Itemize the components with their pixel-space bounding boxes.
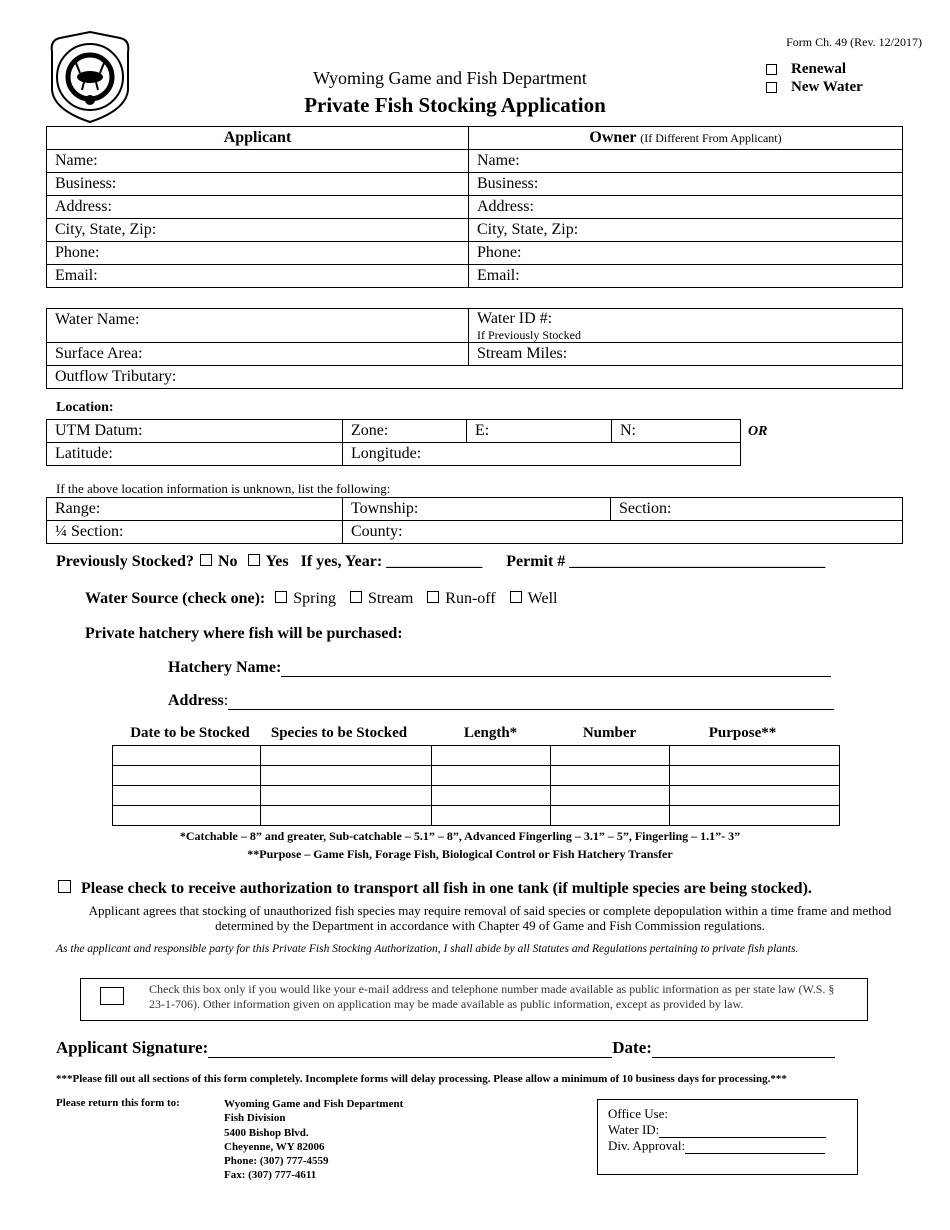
- table-cell[interactable]: [551, 746, 670, 766]
- owner-business-field[interactable]: Business:: [469, 173, 903, 196]
- fill-out-notice: ***Please fill out all sections of this form completely. Incomplete forms will delay processing. Please allow a minimum of 10 business days for processing.***: [56, 1073, 787, 1085]
- water-source-label: Water Source (check one):: [85, 590, 266, 607]
- office-use-title: Office Use:: [608, 1106, 669, 1121]
- owner-email-field[interactable]: Email:: [469, 265, 903, 288]
- unknown-location-note: If the above location information is unknown, list the following:: [56, 481, 391, 496]
- runoff-checkbox[interactable]: [427, 591, 439, 603]
- table-cell[interactable]: [261, 746, 432, 766]
- stream-checkbox[interactable]: [350, 591, 362, 603]
- quarter-section-field[interactable]: ¼ Section:: [47, 521, 343, 544]
- table-row: [113, 746, 840, 766]
- year-field[interactable]: If yes, Year: ____________: [300, 553, 483, 570]
- department-name: Wyoming Game and Fish Department: [313, 68, 587, 88]
- latitude-field[interactable]: Latitude:: [47, 443, 343, 466]
- no-checkbox[interactable]: [200, 554, 212, 566]
- agreement-text: Applicant agrees that stocking of unauthorized fish species may require removal of said species or complete depopulation within a time frame and method determined by the Department in accordance with Chapter 49 of Game and Fish Commission regulations.: [88, 903, 892, 933]
- utm-datum-field[interactable]: UTM Datum:: [47, 420, 343, 443]
- permit-field[interactable]: Permit # ________________________________: [506, 553, 826, 570]
- table-cell[interactable]: [551, 786, 670, 806]
- signature-field[interactable]: [208, 1039, 612, 1058]
- table-cell[interactable]: [670, 786, 840, 806]
- office-div-approval-field[interactable]: [685, 1139, 825, 1154]
- table-row: [113, 806, 840, 826]
- return-label: Please return this form to:: [56, 1097, 180, 1109]
- table-cell[interactable]: [432, 746, 551, 766]
- county-field[interactable]: County:: [343, 521, 903, 544]
- public-info-text: Check this box only if you would like your e-mail address and telephone number made available as public information as per state law (W.S. § 23-1-706). Other information given on application may be made available as public information, except as provided by law.: [149, 982, 835, 1011]
- table-row: [113, 786, 840, 806]
- applicant-phone-field[interactable]: Phone:: [47, 242, 469, 265]
- applicant-header: Applicant: [47, 127, 469, 150]
- office-div-approval-row: Div. Approval:: [608, 1138, 825, 1154]
- stocking-table: [112, 745, 840, 826]
- table-cell[interactable]: [432, 766, 551, 786]
- water-source-row: Water Source (check one): Spring Stream Run-off Well: [85, 590, 558, 607]
- species-header: Species to be Stocked: [270, 725, 408, 741]
- water-name-field[interactable]: Water Name:: [47, 309, 469, 343]
- table-cell[interactable]: [432, 806, 551, 826]
- hatchery-address-field[interactable]: [228, 691, 834, 710]
- applicant-email-field[interactable]: Email:: [47, 265, 469, 288]
- spring-checkbox[interactable]: [275, 591, 287, 603]
- easting-field[interactable]: E:: [467, 420, 612, 443]
- range-field[interactable]: Range:: [47, 498, 343, 521]
- hatchery-name-field[interactable]: [281, 658, 831, 677]
- legal-description-table: [46, 497, 903, 544]
- new-water-checkbox[interactable]: New Water: [766, 78, 863, 96]
- office-water-id-field[interactable]: [659, 1123, 826, 1138]
- well-checkbox[interactable]: [510, 591, 522, 603]
- owner-header: Owner (If Different From Applicant): [469, 127, 903, 150]
- table-cell[interactable]: [113, 766, 261, 786]
- table-cell[interactable]: [670, 746, 840, 766]
- purpose-header: Purpose**: [708, 725, 777, 741]
- form-number: Form Ch. 49 (Rev. 12/2017): [786, 35, 922, 49]
- date-stocked-header: Date to be Stocked: [130, 725, 250, 741]
- table-cell[interactable]: [551, 806, 670, 826]
- water-table: [46, 308, 903, 389]
- surface-area-field[interactable]: Surface Area:: [47, 343, 469, 366]
- table-cell[interactable]: [551, 766, 670, 786]
- office-use-box: [597, 1099, 858, 1175]
- location-table: [46, 419, 741, 466]
- date-field[interactable]: [652, 1039, 835, 1058]
- renewal-checkbox[interactable]: Renewal: [766, 60, 863, 78]
- owner-phone-field[interactable]: Phone:: [469, 242, 903, 265]
- table-cell[interactable]: [261, 806, 432, 826]
- table-cell[interactable]: [261, 786, 432, 806]
- abide-statement: As the applicant and responsible party for this Private Fish Stocking Authorization, I shall abide by all Statutes and Regulations pertaining to private fish plants.: [56, 943, 799, 955]
- water-id-field[interactable]: Water ID #: If Previously Stocked: [469, 309, 903, 343]
- owner-city-field[interactable]: City, State, Zip:: [469, 219, 903, 242]
- longitude-field[interactable]: Longitude:: [343, 443, 741, 466]
- owner-name-field[interactable]: Name:: [469, 150, 903, 173]
- hatchery-name-row: Hatchery Name:: [168, 658, 831, 677]
- applicant-business-field[interactable]: Business:: [47, 173, 469, 196]
- previously-stocked-row: Previously Stocked? No Yes If yes, Year: ____________ Permit # ________________________________: [56, 553, 826, 570]
- applicant-city-field[interactable]: City, State, Zip:: [47, 219, 469, 242]
- return-address: Wyoming Game and Fish Department Fish Division 5400 Bishop Blvd. Cheyenne, WY 82006 Phone: (307) 777-4559 Fax: (307) 777-4611: [224, 1098, 404, 1182]
- section-field[interactable]: Section:: [611, 498, 903, 521]
- table-row: [113, 766, 840, 786]
- table-cell[interactable]: [261, 766, 432, 786]
- transport-authorization: Please check to receive authorization to transport all fish in one tank (if multiple species are being stocked).: [56, 880, 812, 898]
- table-cell[interactable]: [432, 786, 551, 806]
- table-cell[interactable]: [113, 746, 261, 766]
- public-info-box: [80, 978, 868, 1021]
- table-cell[interactable]: [113, 806, 261, 826]
- outflow-tributary-field[interactable]: Outflow Tributary:: [47, 366, 903, 389]
- hatchery-address-row: Address :: [168, 691, 834, 710]
- signature-row: Applicant Signature: Date:: [56, 1038, 835, 1058]
- purpose-note: **Purpose – Game Fish, Forage Fish, Biological Control or Fish Hatchery Transfer: [247, 847, 673, 861]
- previously-stocked-label: Previously Stocked?: [56, 553, 194, 570]
- table-cell[interactable]: [670, 806, 840, 826]
- applicant-owner-table: [46, 126, 903, 288]
- hatchery-question: Private hatchery where fish will be purchased:: [85, 625, 403, 642]
- location-label: Location:: [56, 400, 114, 415]
- northing-field[interactable]: N:: [612, 420, 741, 443]
- or-label: OR: [748, 424, 768, 439]
- transport-checkbox[interactable]: [58, 880, 71, 893]
- applicant-address-field[interactable]: Address:: [47, 196, 469, 219]
- office-water-id-row: Water ID:: [608, 1122, 826, 1138]
- yes-checkbox[interactable]: [248, 554, 260, 566]
- number-header: Number: [582, 725, 637, 741]
- length-header: Length*: [463, 725, 518, 741]
- length-note: *Catchable – 8” and greater, Sub-catchable – 5.1” – 8”, Advanced Fingerling – 3.1” – 5”, Fingerling – 1.1”- 3”: [179, 829, 741, 843]
- table-cell[interactable]: [113, 786, 261, 806]
- applicant-name-field[interactable]: Name:: [47, 150, 469, 173]
- township-field[interactable]: Township:: [343, 498, 611, 521]
- owner-address-field[interactable]: Address:: [469, 196, 903, 219]
- stream-miles-field[interactable]: Stream Miles:: [469, 343, 903, 366]
- table-cell[interactable]: [670, 766, 840, 786]
- zone-field[interactable]: Zone:: [343, 420, 467, 443]
- form-title: Private Fish Stocking Application: [304, 93, 606, 117]
- public-info-checkbox[interactable]: [100, 987, 124, 1005]
